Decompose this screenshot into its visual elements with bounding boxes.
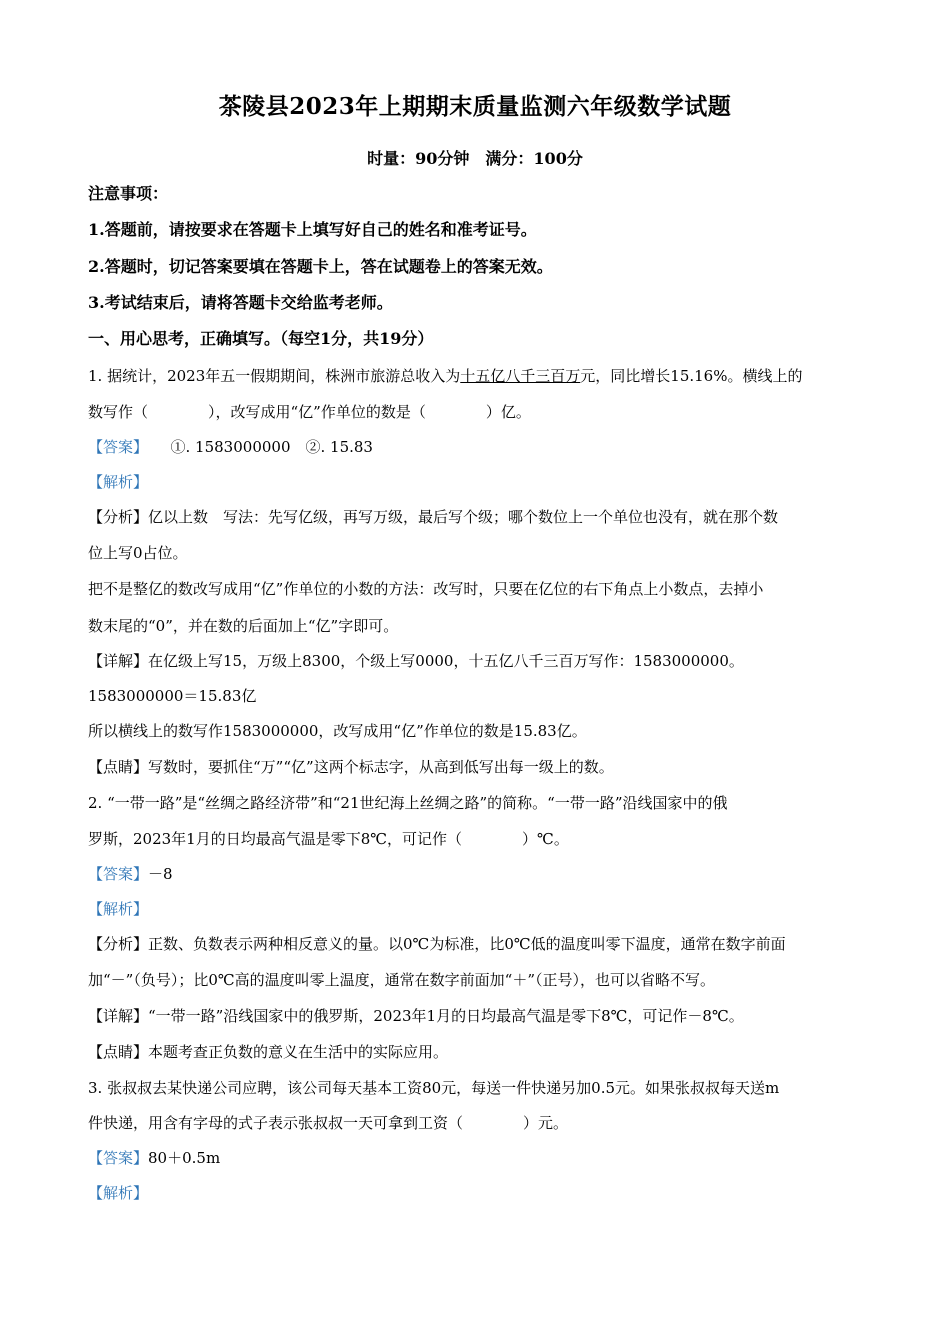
q2-dianjing-text: 本题考查正负数的意义在生活中的实际应用。 (148, 1043, 449, 1061)
q3-answer-text: 80＋0.5m (148, 1149, 221, 1167)
q1-xiangjie-line3: 所以横线上的数写作1583000000，改写成用“亿”作单位的数是15.83亿。 (88, 722, 587, 740)
q2-analysis-tag: 【解析】 (88, 900, 149, 918)
q1-fenxi-line1 (88, 506, 868, 528)
q1-xiangjie-text1: 在亿级上写15，万级上8300，个级上写0000，十五亿八千三百万写作：1583000000。 (148, 652, 744, 670)
answer-tag: 【答案】 (88, 865, 149, 883)
note-item-1: 1.答题前，请按要求在答题卡上填写好自己的姓名和准考证号。 (88, 220, 537, 239)
exam-duration-score: 时量：90分钟 满分：100分 (367, 149, 583, 168)
q2-stem-line2: 罗斯，2023年1月的日均最高气温是零下8℃，可记作（ ）℃。 (88, 830, 569, 848)
q1-answer-text: ①. 1583000000 ②. 15.83 (140, 438, 373, 456)
q2-dianjing (88, 1041, 868, 1063)
q3-answer (88, 1147, 868, 1169)
q2-answer-text: －8 (148, 865, 173, 883)
q1-fenxi-line4: 数末尾的“0”，并在数的后面加上“亿”字即可。 (88, 617, 399, 635)
q1-xiangjie-line1 (88, 650, 868, 672)
q2-answer (88, 863, 868, 885)
q3-stem-line2: 件快递，用含有字母的式子表示张叔叔一天可拿到工资（ ）元。 (88, 1114, 569, 1132)
q1-fenxi-line2: 位上写0占位。 (88, 544, 188, 562)
q2-xiangjie (88, 1005, 868, 1027)
q1-underlined-number: 十五亿八千三百万 (460, 367, 581, 385)
q2-xiangjie-label: 【详解】 (88, 1007, 149, 1025)
note-item-3: 3.考试结束后，请将答题卡交给监考老师。 (88, 293, 393, 312)
note-item-2: 2.答题时，切记答案要填在答题卡上，答在试题卷上的答案无效。 (88, 257, 553, 276)
q2-xiangjie-text: “一带一路”沿线国家中的俄罗斯，2023年1月的日均最高气温是零下8℃，可记作－8℃。 (148, 1007, 744, 1025)
q1-stem-post: 元，同比增长15.16%。横线上的 (580, 367, 803, 385)
q1-dianjing-text: 写数时，要抓住“万”“亿”这两个标志字，从高到低写出每一级上的数。 (148, 758, 614, 776)
q3-analysis-tag: 【解析】 (88, 1184, 149, 1202)
q2-fenxi-label: 【分析】 (88, 935, 149, 953)
q1-analysis-tag: 【解析】 (88, 473, 149, 491)
answer-tag: 【答案】 (88, 438, 141, 456)
section-heading: 一、用心思考，正确填写。（每空1分，共19分） (88, 329, 434, 348)
q1-answer (88, 436, 868, 458)
q2-stem-line1: 2. “一带一路”是“丝绸之路经济带”和“21世纪海上丝绸之路”的简称。“一带一路”沿线国家中的俄 (88, 794, 728, 812)
q2-dianjing-label: 【点睛】 (88, 1043, 149, 1061)
answer-tag: 【答案】 (88, 1149, 149, 1167)
q3-stem-line1: 3. 张叔叔去某快递公司应聘，该公司每天基本工资80元，每送一件快递另加0.5元。如果张叔叔每天送m (88, 1079, 780, 1097)
q1-stem-line1 (88, 365, 868, 387)
q1-xiangjie-label: 【详解】 (88, 652, 149, 670)
q2-fenxi-line1 (88, 933, 868, 955)
q1-dianjing-label: 【点睛】 (88, 758, 149, 776)
q1-fenxi-label: 【分析】 (88, 508, 149, 526)
q1-stem-line2: 数写作（ ），改写成用“亿”作单位的数是（ ）亿。 (88, 403, 531, 421)
q2-fenxi-text1: 正数、负数表示两种相反意义的量。以0℃为标准，比0℃低的温度叫零下温度，通常在数字前面 (148, 935, 786, 953)
q1-dianjing (88, 756, 868, 778)
page-title: 茶陵县2023年上期期末质量监测六年级数学试题 (218, 93, 732, 120)
q1-fenxi-line3: 把不是整亿的数改写成用“亿”作单位的小数的方法：改写时，只要在亿位的右下角点上小数点，去掉小 (88, 580, 764, 598)
q1-xiangjie-line2: 1583000000＝15.83亿 (88, 687, 257, 705)
q1-fenxi-text1: 亿以上数 写法：先写亿级，再写万级，最后写个级；哪个数位上一个单位也没有，就在那个数 (148, 508, 779, 526)
q1-stem-pre: 1. 据统计，2023年五一假期期间，株洲市旅游总收入为 (88, 367, 461, 385)
q2-fenxi-line2: 加“－”（负号）；比0℃高的温度叫零上温度，通常在数字前面加“＋”（正号），也可以省略不写。 (88, 971, 716, 989)
notes-heading: 注意事项： (88, 184, 169, 203)
